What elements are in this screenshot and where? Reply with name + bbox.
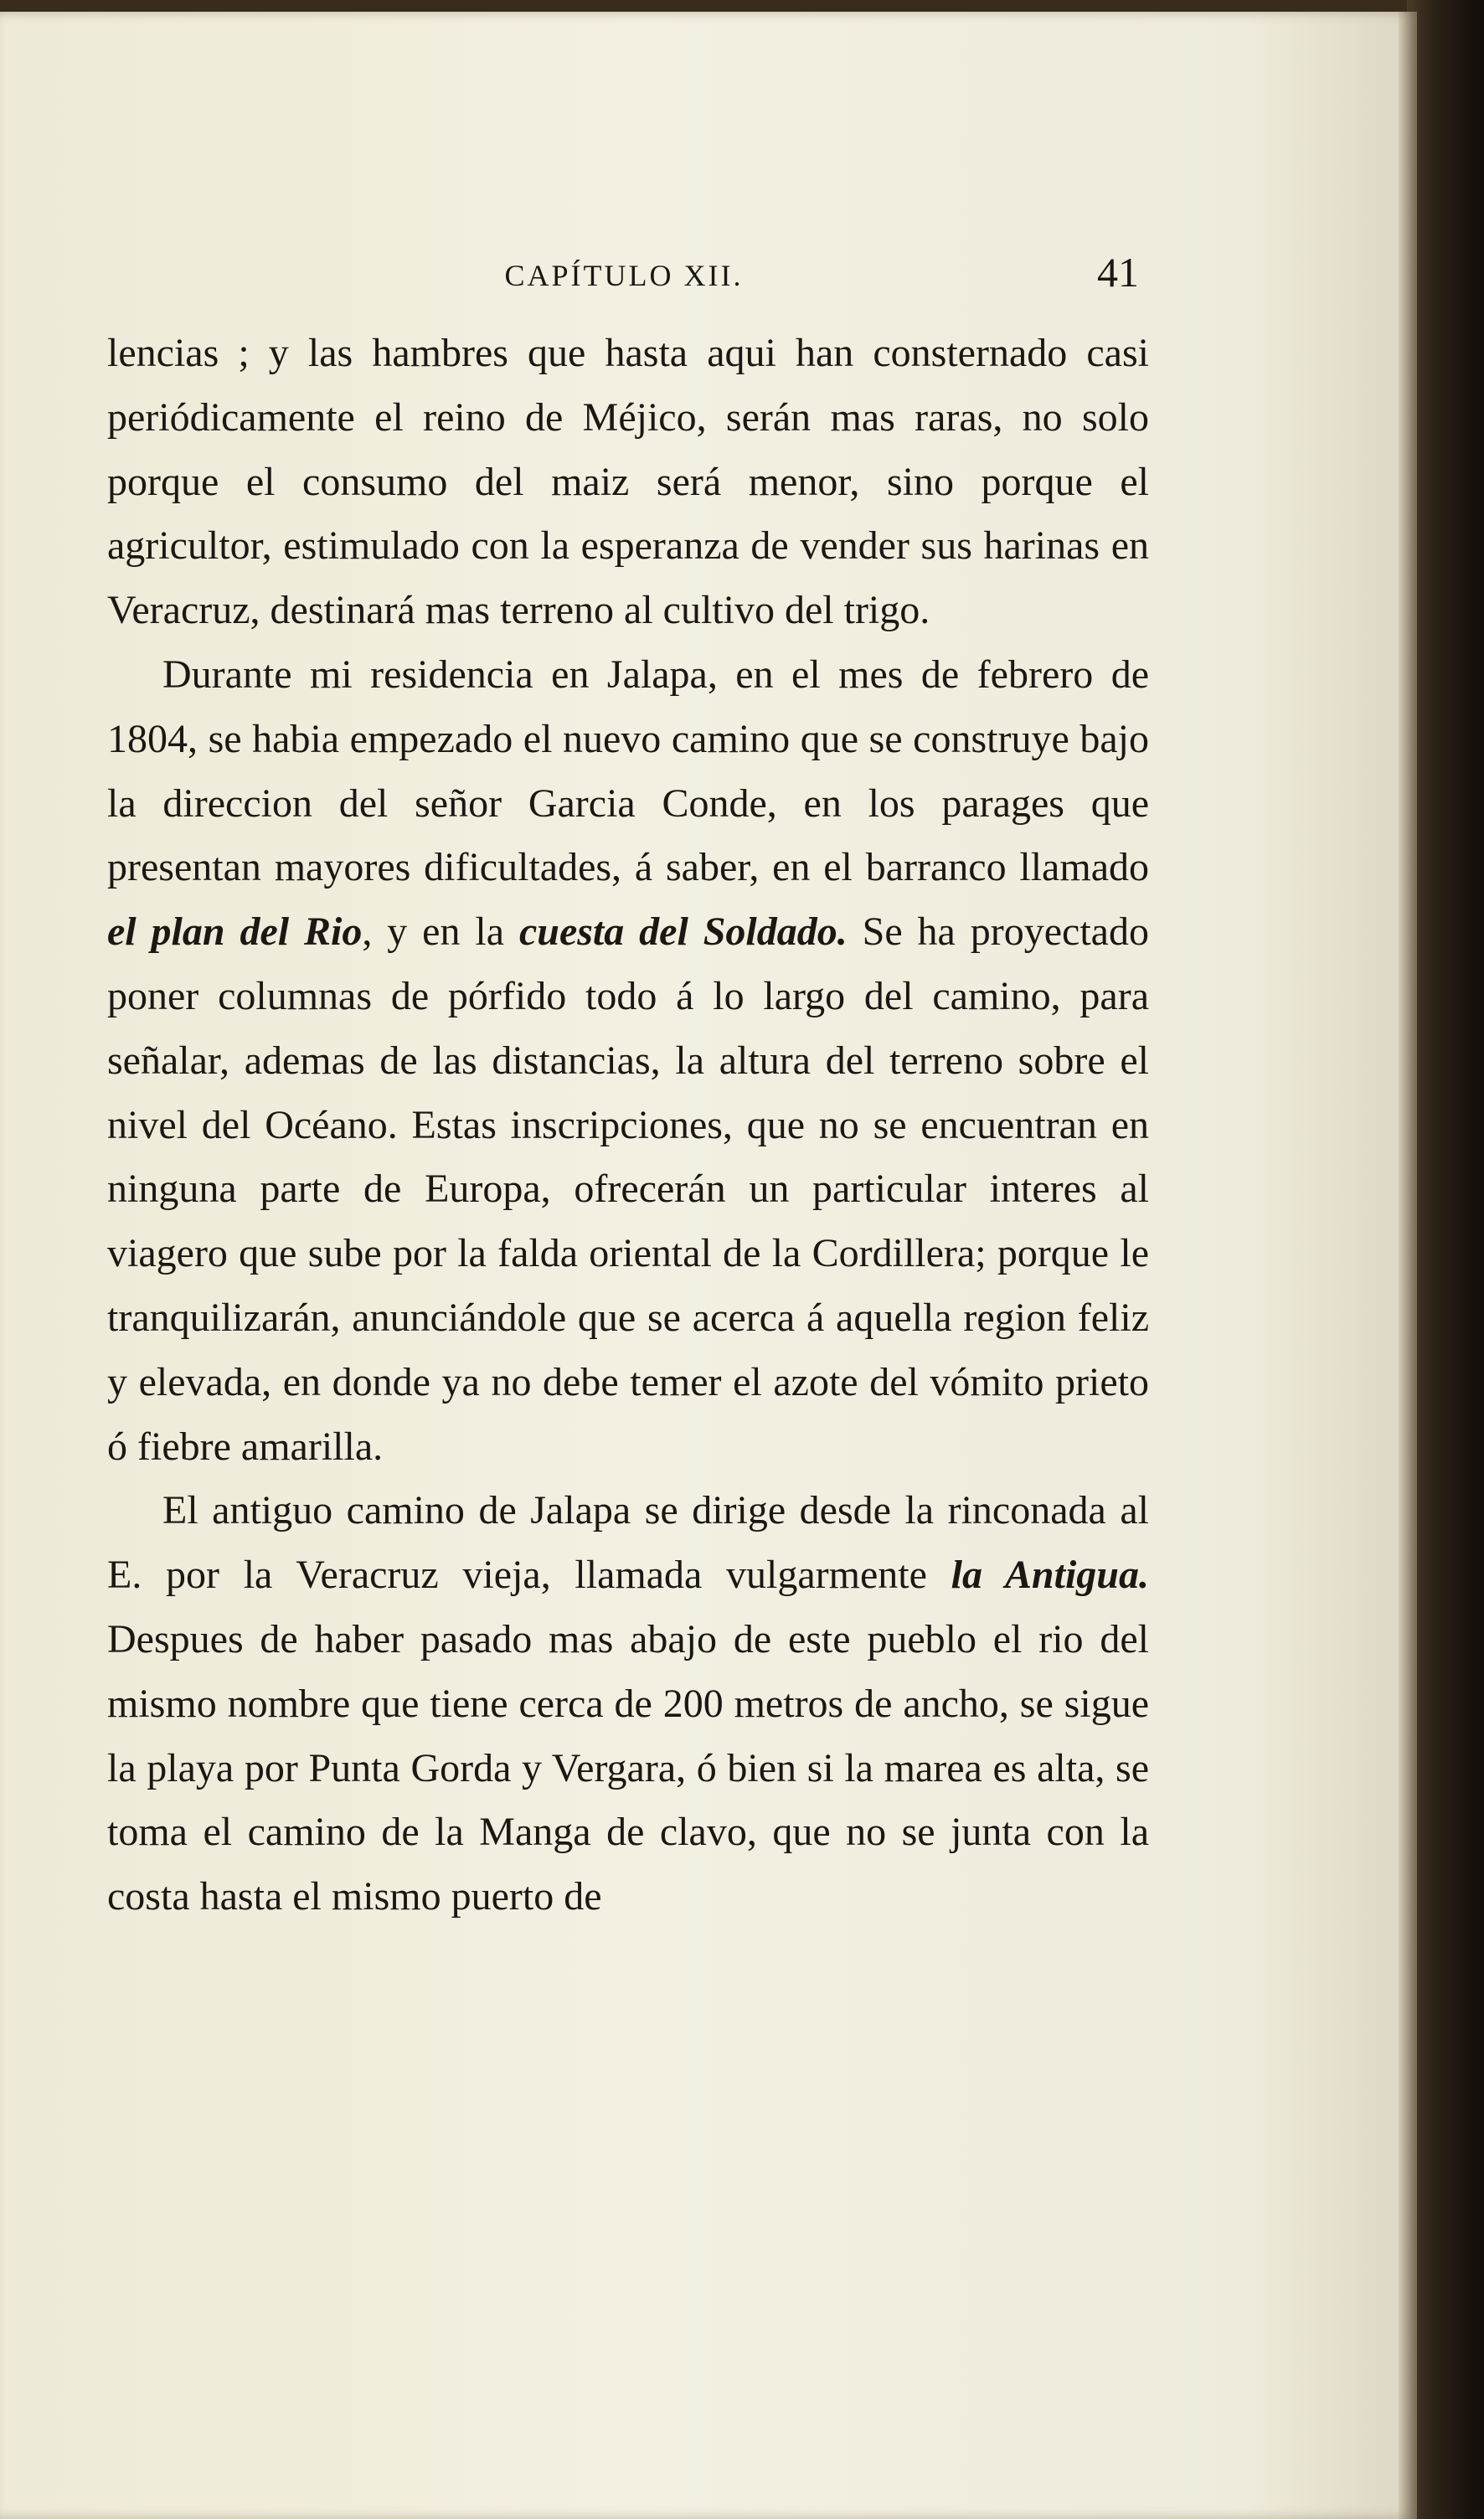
body-text [107, 322, 1149, 1929]
running-head [109, 248, 1139, 307]
text-run: Durante mi residencia en Jalapa, en el mes de febrero de 1804, se habia empezado el nuevo camino que se construye bajo la direccion del señor Garcia Conde, en los parages que presentan mayores dificultades, á saber, en el barranco llamado [107, 652, 1149, 890]
text-run: Se ha proyectado poner columnas de pórfido todo á lo largo del camino, para señalar, ademas de las distancias, la altura del terreno sobre el nivel del Océano. Estas inscripciones, que no se encuentran en ninguna parte de Europa, ofrecerán un particular interes al viagero que sube por la falda oriental de la Cordillera; porque le tranquilizarán, anunciándole que se acerca á aquella region feliz y elevada, en donde ya no debe temer el azote del vómito prieto ó fiebre amarilla. [107, 909, 1149, 1469]
paragraph [107, 643, 1149, 1479]
italic-phrase: el plan del Rio [107, 909, 363, 955]
chapter-title: CAPÍTULO XII. [504, 259, 744, 292]
paragraph [107, 322, 1149, 643]
text-run: El antiguo camino de Jalapa se dirige desde la rinconada al E. por la Veracruz vieja, llamada vulgarmente [107, 1488, 1149, 1598]
page-number: 41 [1097, 249, 1139, 296]
italic-phrase: la Antigua. [951, 1553, 1149, 1598]
text-run: Despues de haber pasado mas abajo de este pueblo el rio del mismo nombre que tiene cerca de 200 metros de ancho, se sigue la playa por Punta Gorda y Vergara, ó bien si la marea es alta, se toma el camino de la Manga de clavo, que no se junta con la costa hasta el mismo puerto de [107, 1616, 1149, 1919]
paragraph [107, 1479, 1149, 1929]
page-gutter-shadow [1399, 12, 1417, 2519]
text-run: lencias ; y las hambres que hasta aqui han consternado casi periódicamente el reino de Méjico, serán mas raras, no solo porque el consumo del maiz será menor, sino porque el agricultor, estimulado con la esperanza de vender sus harinas en Veracruz, destinará mas terreno al cultivo del trigo. [107, 331, 1149, 633]
italic-phrase: cuesta del Soldado. [518, 909, 848, 955]
text-run: , y en la [362, 909, 519, 955]
book-cover-edge [1407, 0, 1484, 2519]
